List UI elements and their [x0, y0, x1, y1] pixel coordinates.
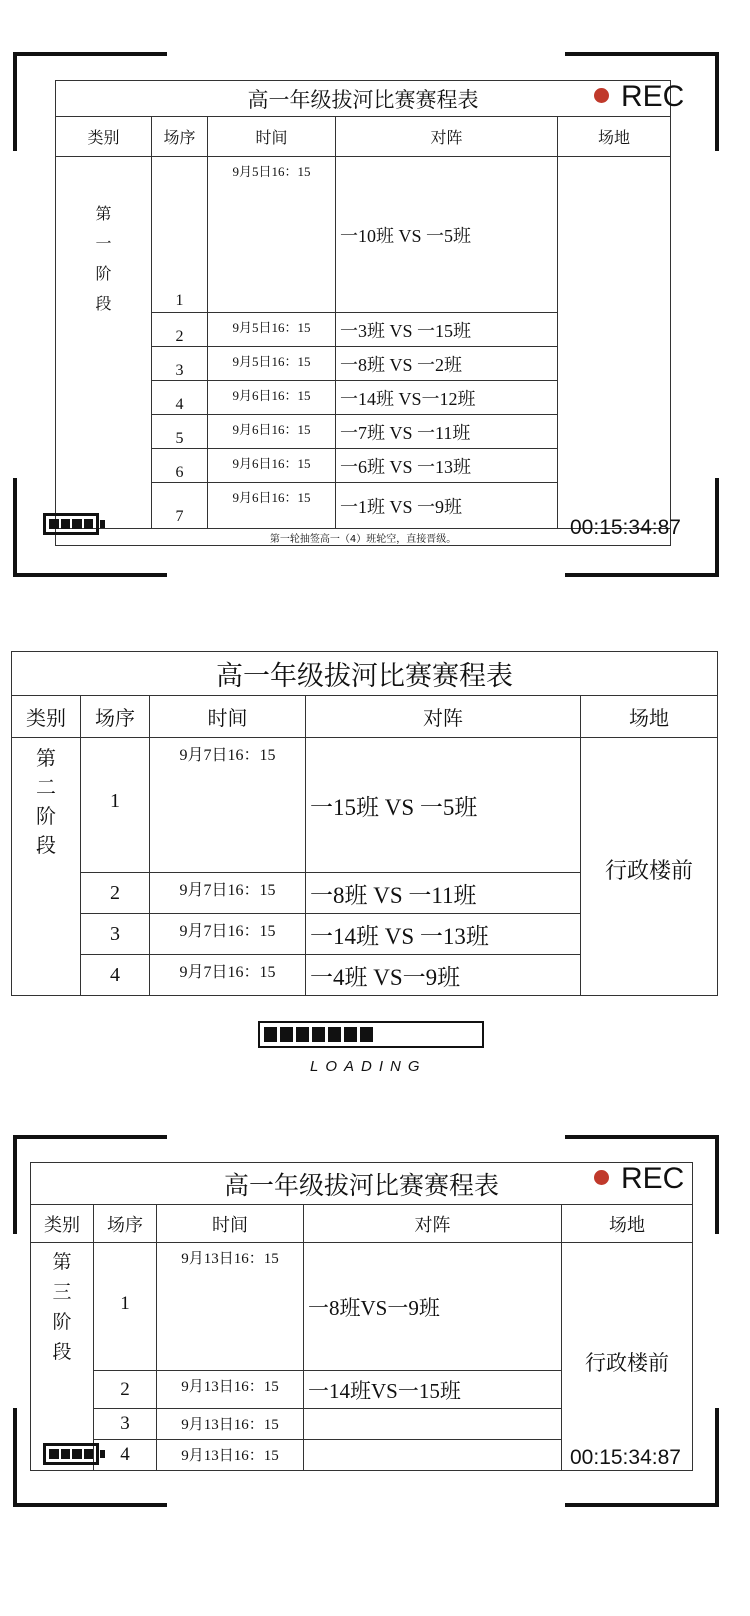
row-number: 2: [152, 313, 208, 347]
row-match: 一3班 VS 一15班: [336, 313, 558, 347]
row-match: 一14班 VS一12班: [336, 381, 558, 415]
header-time: 时间: [157, 1205, 304, 1243]
stage-label: 第 一 阶 段: [56, 157, 152, 529]
loading-segment: [344, 1027, 357, 1042]
row-time: 9月5日16：15: [208, 347, 336, 381]
row-number: 3: [94, 1409, 157, 1440]
row-time: 9月7日16：15: [150, 738, 306, 873]
header-order: 场序: [81, 696, 150, 738]
loading-segment: [280, 1027, 293, 1042]
row-time: 9月13日16：15: [157, 1371, 304, 1409]
record-dot-icon: [594, 1170, 609, 1185]
row-match: 一14班 VS 一13班: [306, 914, 581, 955]
stage-label: 第 二 阶 段: [12, 738, 81, 996]
table-title: 高一年级拔河比赛赛程表: [12, 652, 718, 696]
schedule-table-stage-2: [11, 651, 718, 996]
loading-segment: [264, 1027, 277, 1042]
venue-cell: 行政楼前: [562, 1243, 693, 1471]
loading-segment: [360, 1027, 373, 1042]
venue-cell: 行政楼前: [581, 738, 718, 996]
row-number: 1: [152, 157, 208, 313]
schedule-table-stage-3: [30, 1162, 693, 1471]
row-time: 9月5日16：15: [208, 313, 336, 347]
header-order: 场序: [152, 117, 208, 157]
rec-indicator: [594, 80, 684, 114]
header-venue: 场地: [562, 1205, 693, 1243]
row-match: 一8班VS一9班: [304, 1243, 562, 1371]
row-number: 3: [81, 914, 150, 955]
row-number: 5: [152, 415, 208, 449]
row-match: 一10班 VS 一5班: [336, 157, 558, 313]
rec-label: REC: [621, 80, 685, 113]
row-match: 一8班 VS 一11班: [306, 873, 581, 914]
loading-label: LOADING: [310, 1058, 427, 1075]
table-note: 第一轮抽签高一（4）班轮空，直接晋级。: [56, 529, 671, 546]
header-category: 类别: [56, 117, 152, 157]
row-number: 4: [152, 381, 208, 415]
header-venue: 场地: [581, 696, 718, 738]
schedule-table-stage-1: [55, 80, 671, 546]
row-number: 4: [81, 955, 150, 996]
row-time: 9月7日16：15: [150, 914, 306, 955]
battery-full-icon: [43, 1443, 99, 1465]
rec-indicator: [594, 1162, 684, 1196]
row-number: 3: [152, 347, 208, 381]
row-match: 一14班VS一15班: [304, 1371, 562, 1409]
row-match: 一8班 VS 一2班: [336, 347, 558, 381]
row-match: [304, 1440, 562, 1471]
header-matchup: 对阵: [306, 696, 581, 738]
header-order: 场序: [94, 1205, 157, 1243]
row-number: 2: [94, 1371, 157, 1409]
loading-segment: [296, 1027, 309, 1042]
row-time: 9月13日16：15: [157, 1243, 304, 1371]
row-match: 一4班 VS一9班: [306, 955, 581, 996]
row-number: 7: [152, 483, 208, 529]
header-time: 时间: [208, 117, 336, 157]
header-matchup: 对阵: [336, 117, 558, 157]
row-number: 1: [94, 1243, 157, 1371]
record-timer: 00:15:34:87: [570, 516, 681, 539]
row-number: 2: [81, 873, 150, 914]
row-match: 一1班 VS 一9班: [336, 483, 558, 529]
battery-full-icon: [43, 513, 99, 535]
header-category: 类别: [31, 1205, 94, 1243]
row-match: 一15班 VS 一5班: [306, 738, 581, 873]
row-time: 9月7日16：15: [150, 873, 306, 914]
row-number: 4: [94, 1440, 157, 1471]
loading-segment: [312, 1027, 325, 1042]
row-time: 9月6日16：15: [208, 483, 336, 529]
row-time: 9月7日16：15: [150, 955, 306, 996]
loading-segment: [328, 1027, 341, 1042]
row-time: 9月6日16：15: [208, 381, 336, 415]
table-title: 高一年级拔河比赛赛程表: [56, 81, 671, 117]
header-category: 类别: [12, 696, 81, 738]
row-match: 一6班 VS 一13班: [336, 449, 558, 483]
row-match: [304, 1409, 562, 1440]
header-venue: 场地: [558, 117, 671, 157]
row-match: 一7班 VS 一11班: [336, 415, 558, 449]
stage-label: 第 三 阶 段: [31, 1243, 94, 1471]
record-timer: 00:15:34:87: [570, 1446, 681, 1469]
row-number: 6: [152, 449, 208, 483]
header-time: 时间: [150, 696, 306, 738]
venue-cell: [558, 157, 671, 529]
row-time: 9月13日16：15: [157, 1440, 304, 1471]
row-time: 9月6日16：15: [208, 415, 336, 449]
record-dot-icon: [594, 88, 609, 103]
rec-label: REC: [621, 1162, 685, 1195]
header-matchup: 对阵: [304, 1205, 562, 1243]
loading-progress-bar: [258, 1021, 484, 1048]
row-time: 9月6日16：15: [208, 449, 336, 483]
row-time: 9月5日16：15: [208, 157, 336, 313]
row-number: 1: [81, 738, 150, 873]
table-title: 高一年级拔河比赛赛程表: [31, 1163, 693, 1205]
row-time: 9月13日16：15: [157, 1409, 304, 1440]
